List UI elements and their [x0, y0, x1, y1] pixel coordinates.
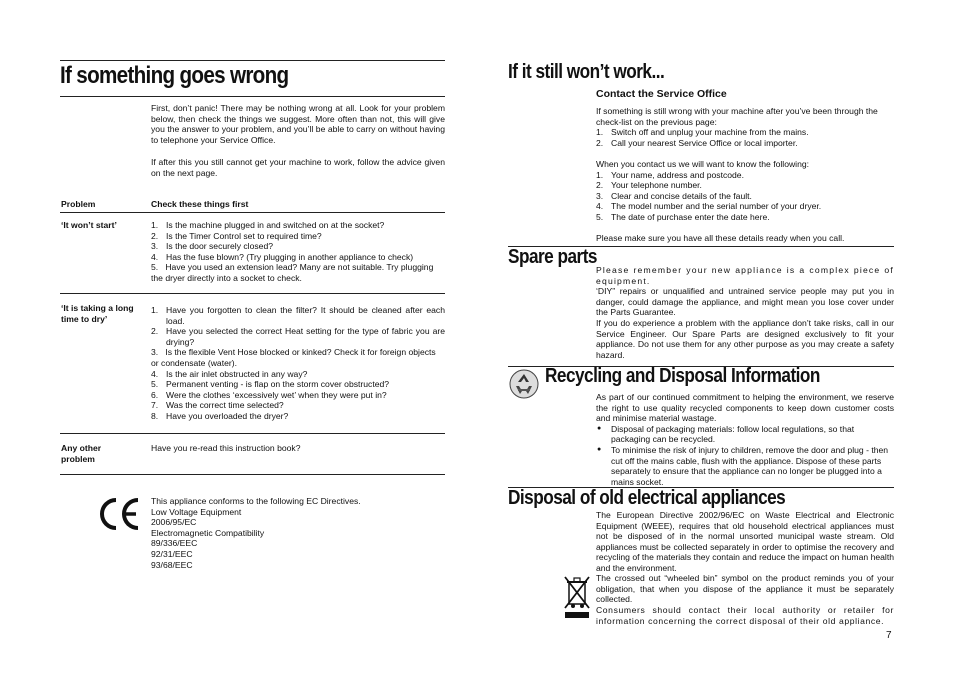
check-list: [151, 220, 445, 284]
title-rule-bottom: [60, 96, 445, 97]
contact-block: [596, 106, 894, 244]
problem-label: Any other problem: [61, 443, 102, 464]
weee-p1: The European Directive 2002/96/EC on Waste Electrical and Electronic Equipment (WEEE), requires that old household electrical appliances must not be disposed of in the normal unsorted municipal waste stream. Old appliances must be collected separately in order to optimise the recovery and recycling of the materials they contain and reduce the impact on human health and the environment.: [596, 510, 894, 573]
section-title-spare: Spare parts: [508, 246, 597, 268]
spare-p3: If you do experience a problem with the appliance don’t take risks, call in our Service Engineer. Our Spare Parts are designed exclusively to fit your appliance. Do not use them for any other purpose as you may create a safety hazard.: [596, 317, 894, 360]
section-title-weee: Disposal of old electrical appliances: [508, 487, 786, 509]
intro-paragraph-2: If after this you still cannot get your machine to work, follow the advice given on the next page.: [151, 157, 445, 178]
list-item: 2. Have you selected the correct Heat setting for the type of fabric you are drying?: [151, 326, 445, 347]
ce-directives: [151, 496, 445, 570]
list-item: 6. Were the clothes ‘excessively wet’ when they were put in?: [151, 389, 387, 400]
title-rule-top: [60, 60, 445, 61]
list-item: ● Disposal of packaging materials: follow local regulations, so that packaging can be recycled.: [596, 424, 894, 445]
spare-p1: Please remember your new appliance is a complex piece of equipment.: [596, 265, 894, 286]
ce-line: 92/31/EEC: [151, 548, 193, 559]
list-item: 1. Your name, address and postcode.: [596, 169, 744, 180]
recycle-intro: As part of our continued commitment to helping the environment, we reserve the right to use quality recycled components to keep down customer costs and minimise material wastage.: [596, 392, 894, 424]
know-intro: When you contact us we will want to know the following:: [596, 158, 810, 169]
contact-intro: If something is still wrong with your machine after you’ve been through the check-list on the previous page:: [596, 106, 878, 127]
ce-line: 93/68/EEC: [151, 559, 193, 570]
intro-paragraph: First, don’t panic! There may be nothing wrong at all. Look for your problem below, then check the things we suggest. More often than not, this will give you the answer to your problem, and you’ll be able to carry on without having to telephone your Service Office.: [151, 103, 445, 145]
column-header-check: Check these things first: [151, 199, 249, 209]
check-list: [151, 305, 445, 422]
section-title-recycling: Recycling and Disposal Information: [545, 365, 820, 387]
ce-line: This appliance conforms to the following EC Directives.: [151, 496, 361, 506]
list-item: ● To minimise the risk of injury to children, remove the door and plug - then cut off the mains cable, flush with the appliance. Dispose of these parts separately to ensure that the appliance can no longer be plugged into a mains socket.: [596, 445, 894, 487]
row-rule: [60, 433, 445, 434]
section-title-still: If it still won’t work...: [508, 61, 665, 83]
ce-line: 2006/95/EC: [151, 517, 197, 528]
list-item: 5. Have you used an extension lead? Many are not suitable. Try plugging the dryer directly into a socket to check.: [151, 262, 434, 283]
crossed-wheeled-bin-icon: [562, 574, 592, 620]
list-item: 2. Your telephone number.: [596, 180, 702, 191]
list-item: 1. Have you forgotten to clean the filter? It should be cleaned after each load.: [151, 305, 445, 326]
list-item: 7. Was the correct time selected?: [151, 400, 284, 411]
ce-line: Low Voltage Equipment: [151, 506, 242, 517]
list-item: 5. The date of purchase enter the date here.: [596, 211, 770, 222]
list-item: 2. Call your nearest Service Office or local importer.: [596, 137, 798, 148]
recycle-block: [596, 392, 894, 487]
list-item: 3. Is the door securely closed?: [151, 241, 274, 252]
row-rule: [60, 474, 445, 475]
column-header-problem: Problem: [61, 199, 96, 209]
page-number: 7: [886, 630, 892, 641]
problem-label: ‘It won’t start’: [61, 220, 117, 230]
list-item: 8. Have you overloaded the dryer?: [151, 410, 289, 421]
recycling-icon: [508, 368, 540, 400]
list-item: 4. Is the air inlet obstructed in any way?: [151, 368, 308, 379]
ce-line: Electromagnetic Compatibility: [151, 527, 265, 538]
list-item: 5. Permanent venting - is flap on the storm cover obstructed?: [151, 379, 390, 390]
ce-line: 89/336/EEC: [151, 538, 198, 549]
page-title: If something goes wrong: [60, 62, 289, 89]
list-item: 3. Clear and concise details of the fault.: [596, 190, 752, 201]
problem-label: ‘It is taking a long time to dry’: [61, 303, 134, 324]
list-item: 4. The model number and the serial number of your dryer.: [596, 201, 822, 212]
list-item: 1. Is the machine plugged in and switched on at the socket?: [151, 220, 385, 230]
spare-block: [596, 265, 894, 360]
weee-p2: The crossed out “wheeled bin” symbol on the product reminds you of your obligation, that when you dispose of the appliance it must be separately collected.: [596, 573, 894, 605]
check-text: Have you re-read this instruction book?: [151, 443, 301, 453]
weee-p3: Consumers should contact their local authority or retailer for information concerning the correct disposal of their old appliance.: [596, 605, 894, 626]
spare-p2: ‘DIY” repairs or unqualified and untrained service people may put you in danger, could damage the appliance, and might mean you lose cover under the Parts Guarantee.: [596, 286, 894, 318]
list-item: 3. Is the flexible Vent Hose blocked or kinked? Check it for foreign objects or condensate (water).: [151, 347, 436, 368]
row-rule: [60, 293, 445, 294]
recycle-bullets: [596, 424, 894, 488]
know-note: Please make sure you have all these details ready when you call.: [596, 233, 845, 244]
list-item: 1. Switch off and unplug your machine from the mains.: [596, 127, 809, 138]
know-list: [596, 170, 894, 223]
contact-steps: [596, 127, 894, 148]
table-header-rule: [60, 212, 445, 213]
list-item: 4. Has the fuse blown? (Try plugging in another appliance to check): [151, 251, 414, 262]
contact-title: Contact the Service Office: [596, 88, 727, 100]
ce-mark-icon: [96, 496, 142, 532]
list-item: 2. Is the Timer Control set to required time?: [151, 230, 322, 241]
